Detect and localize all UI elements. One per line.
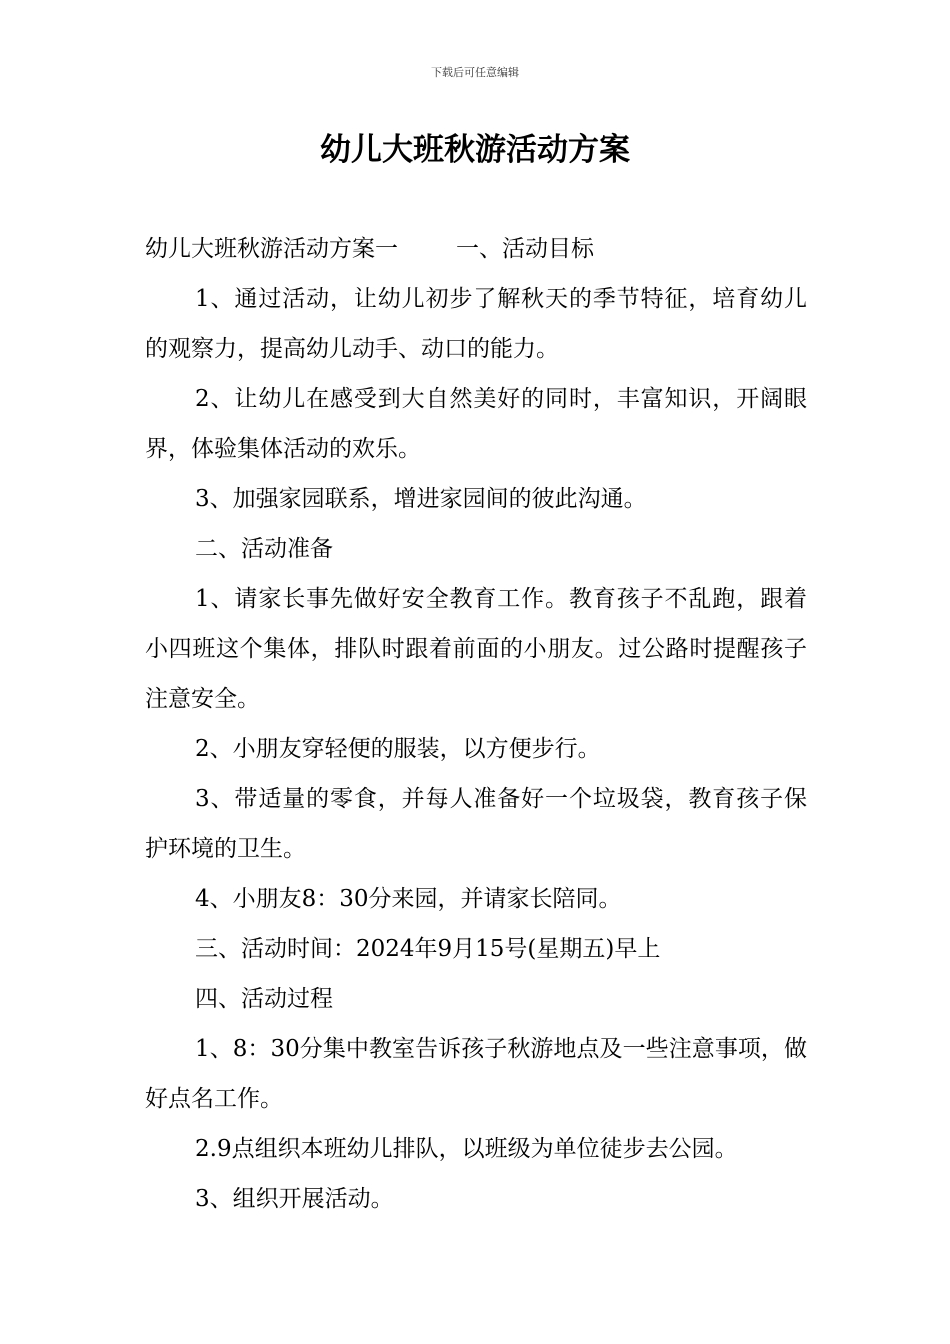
- plan-name: 幼儿大班秋游活动方案一: [145, 236, 398, 262]
- section-heading-process: 四、活动过程: [195, 986, 333, 1012]
- paragraph-goal-1: 1、通过活动，让幼儿初步了解秋天的季节特征，培育幼儿的观察力，提高幼儿动手、动口的能力。: [145, 286, 807, 362]
- paragraph-process-1: 1、8：30分集中教室告诉孩子秋游地点及一些注意事项，做好点名工作。: [145, 1036, 807, 1112]
- section-heading-goals: 一、活动目标: [456, 236, 594, 262]
- header-note: 下载后可任意编辑: [431, 66, 519, 79]
- paragraph-process-3: 3、组织开展活动。: [195, 1186, 394, 1212]
- paragraph-process-2: 2.9点组织本班幼儿排队，以班级为单位徒步去公园。: [195, 1136, 738, 1162]
- document-title: 幼儿大班秋游活动方案: [320, 132, 630, 168]
- section-heading-time: 三、活动时间：2024年9月15号(星期五)早上: [195, 936, 661, 962]
- paragraph-goal-2: 2、让幼儿在感受到大自然美好的同时，丰富知识，开阔眼界，体验集体活动的欢乐。: [145, 386, 807, 462]
- paragraph-prep-2: 2、小朋友穿轻便的服装，以方便步行。: [195, 736, 601, 762]
- paragraph-prep-3: 3、带适量的零食，并每人准备好一个垃圾袋，教育孩子保护环境的卫生。: [145, 786, 807, 862]
- paragraph-prep-1: 1、请家长事先做好安全教育工作。教育孩子不乱跑，跟着小四班这个集体，排队时跟着前面的小朋友。过公路时提醒孩子注意安全。: [145, 586, 807, 712]
- section-heading-preparation: 二、活动准备: [195, 536, 333, 562]
- intro-line: [145, 224, 807, 274]
- document-body: [145, 224, 807, 1224]
- paragraph-prep-4: 4、小朋友8：30分来园，并请家长陪同。: [195, 886, 622, 912]
- paragraph-goal-3: 3、加强家园联系，增进家园间的彼此沟通。: [195, 486, 647, 512]
